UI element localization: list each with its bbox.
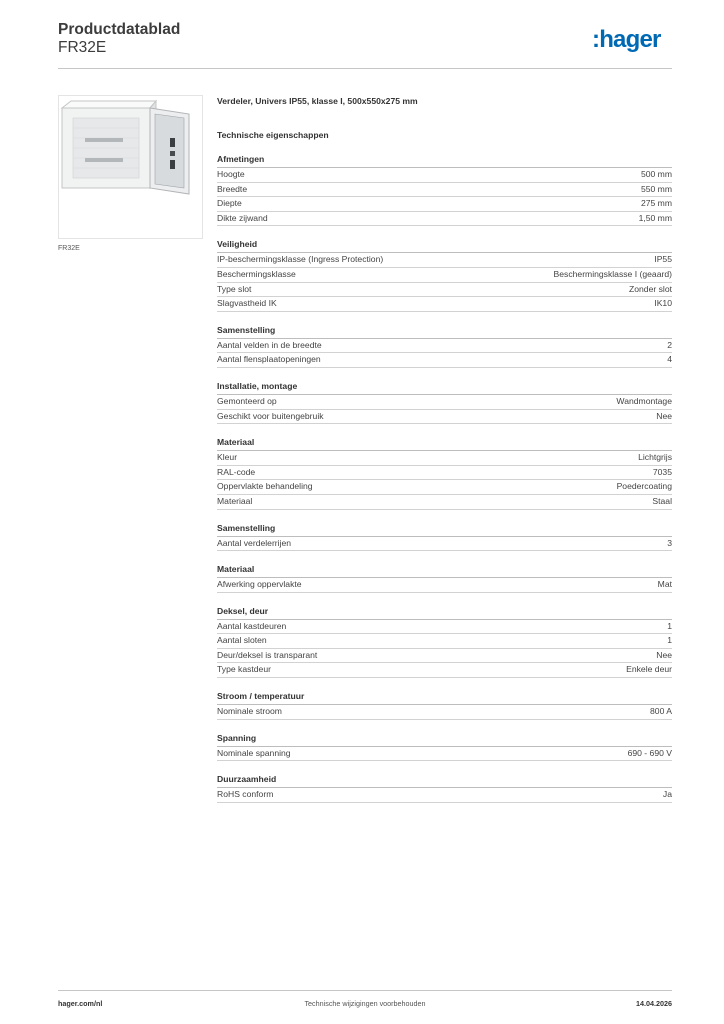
- spec-label: RAL-code: [217, 466, 256, 477]
- section-title: Afmetingen: [217, 154, 672, 168]
- spec-value: 500 mm: [640, 169, 672, 179]
- spec-row: [217, 480, 672, 495]
- spec-value: 4: [667, 354, 672, 365]
- product-description: Verdeler, Univers IP55, klasse I, 500x550x275 mm: [217, 96, 418, 106]
- spec-row: [217, 339, 672, 354]
- spec-section: [217, 381, 672, 424]
- spec-row: [217, 634, 672, 649]
- section-title: Installatie, montage: [217, 381, 672, 395]
- footer-date: 14.04.2026: [636, 999, 672, 1008]
- spec-label: Aantal flensplaatopeningen: [217, 354, 321, 365]
- spec-label: Afwerking oppervlakte: [217, 579, 302, 590]
- spec-label: Geschikt voor buitengebruik: [217, 410, 324, 421]
- spec-value: 1: [667, 635, 672, 646]
- spec-value: 2: [667, 339, 672, 350]
- logo-text: :hager: [592, 26, 661, 52]
- section-title: Materiaal: [217, 437, 672, 451]
- image-caption: FR32E: [58, 245, 80, 252]
- spec-row: [217, 537, 672, 552]
- footer-website: hager.com/nl: [58, 999, 103, 1008]
- spec-label: Kleur: [217, 452, 238, 463]
- spec-label: Deur/deksel is transparant: [217, 649, 318, 660]
- spec-value: IP55: [654, 254, 672, 265]
- spec-sections: [217, 154, 672, 803]
- spec-value: Staal: [652, 495, 672, 506]
- spec-row: [217, 578, 672, 593]
- spec-section: [217, 154, 672, 226]
- spec-section: [217, 239, 672, 311]
- spec-row: [217, 649, 672, 664]
- spec-value: 800 A: [650, 706, 672, 717]
- section-title: Spanning: [217, 733, 672, 747]
- spec-section: [217, 606, 672, 678]
- spec-row: [217, 197, 672, 212]
- spec-row: [217, 451, 672, 466]
- spec-value: Beschermingsklasse I (geaard): [553, 268, 672, 279]
- header-divider: [58, 68, 672, 69]
- spec-value: Nee: [656, 410, 672, 421]
- spec-row: [217, 410, 672, 425]
- spec-row: [217, 353, 672, 368]
- spec-value: 690 - 690 V: [627, 747, 672, 758]
- spec-row: [217, 183, 672, 198]
- spec-row: [217, 168, 672, 183]
- section-title: Duurzaamheid: [217, 774, 672, 788]
- spec-label: Gemonteerd op: [217, 395, 277, 406]
- spec-value: IK10: [654, 298, 672, 309]
- spec-value: Nee: [656, 649, 672, 660]
- spec-label: Type slot: [217, 283, 252, 294]
- spec-row: [217, 395, 672, 410]
- section-title: Deksel, deur: [217, 606, 672, 620]
- spec-row: [217, 705, 672, 720]
- spec-row: [217, 253, 672, 268]
- spec-row: [217, 283, 672, 298]
- spec-row: [217, 466, 672, 481]
- spec-row: [217, 788, 672, 803]
- spec-label: Aantal verdelerrijen: [217, 537, 292, 548]
- spec-label: Aantal sloten: [217, 635, 267, 646]
- spec-row: [217, 268, 672, 283]
- spec-section: [217, 523, 672, 552]
- spec-value: 275 mm: [640, 198, 672, 209]
- spec-label: Breedte: [217, 183, 248, 194]
- spec-label: Oppervlakte behandeling: [217, 481, 313, 492]
- spec-section: [217, 733, 672, 762]
- spec-label: Slagvastheid IK: [217, 298, 277, 309]
- spec-value: 1,50 mm: [638, 212, 672, 223]
- section-title: Stroom / temperatuur: [217, 691, 672, 705]
- page-footer: [58, 990, 672, 1008]
- spec-section: [217, 325, 672, 368]
- spec-label: Beschermingsklasse: [217, 268, 296, 279]
- product-code: FR32E: [58, 39, 107, 56]
- spec-label: Nominale spanning: [217, 747, 291, 758]
- spec-content: [217, 96, 672, 803]
- spec-row: [217, 663, 672, 678]
- spec-label: RoHS conform: [217, 789, 274, 800]
- spec-value: Ja: [662, 789, 672, 800]
- spec-label: Materiaal: [217, 495, 253, 506]
- section-title: Veiligheid: [217, 239, 672, 253]
- spec-label: Diepte: [217, 198, 242, 209]
- spec-label: Hoogte: [217, 169, 245, 179]
- spec-label: Type kastdeur: [217, 664, 271, 675]
- spec-section: [217, 564, 672, 593]
- spec-value: 1: [667, 620, 672, 631]
- spec-section: [217, 774, 672, 803]
- spec-value: 7035: [652, 466, 672, 477]
- footer-disclaimer: Technische wijzigingen voorbehouden: [304, 999, 426, 1008]
- spec-row: [217, 495, 672, 510]
- spec-label: Aantal kastdeuren: [217, 620, 287, 631]
- spec-label: IP-beschermingsklasse (Ingress Protection): [217, 254, 384, 265]
- section-title: Materiaal: [217, 564, 672, 578]
- spec-section: [217, 437, 672, 509]
- section-title: Samenstelling: [217, 325, 672, 339]
- spec-row: [217, 297, 672, 312]
- spec-value: Zonder slot: [629, 283, 672, 294]
- spec-value: Enkele deur: [626, 664, 672, 675]
- tech-properties-heading: Technische eigenschappen: [217, 130, 329, 140]
- spec-value: 550 mm: [640, 183, 672, 194]
- distribution-cabinet-image: [58, 95, 203, 239]
- spec-value: Poedercoating: [616, 481, 672, 492]
- spec-value: Wandmontage: [616, 395, 672, 406]
- spec-value: Mat: [657, 579, 672, 590]
- spec-row: [217, 212, 672, 227]
- spec-value: Lichtgrijs: [638, 452, 672, 463]
- hager-logo: [592, 26, 672, 52]
- spec-section: [217, 691, 672, 720]
- spec-label: Nominale stroom: [217, 706, 282, 717]
- document-title: Productdatablad: [58, 21, 181, 38]
- spec-label: Aantal velden in de breedte: [217, 339, 322, 350]
- section-title: Samenstelling: [217, 523, 672, 537]
- spec-label: Dikte zijwand: [217, 212, 268, 223]
- spec-value: 3: [667, 537, 672, 548]
- spec-row: [217, 747, 672, 762]
- page-header: [58, 20, 672, 57]
- spec-row: [217, 620, 672, 635]
